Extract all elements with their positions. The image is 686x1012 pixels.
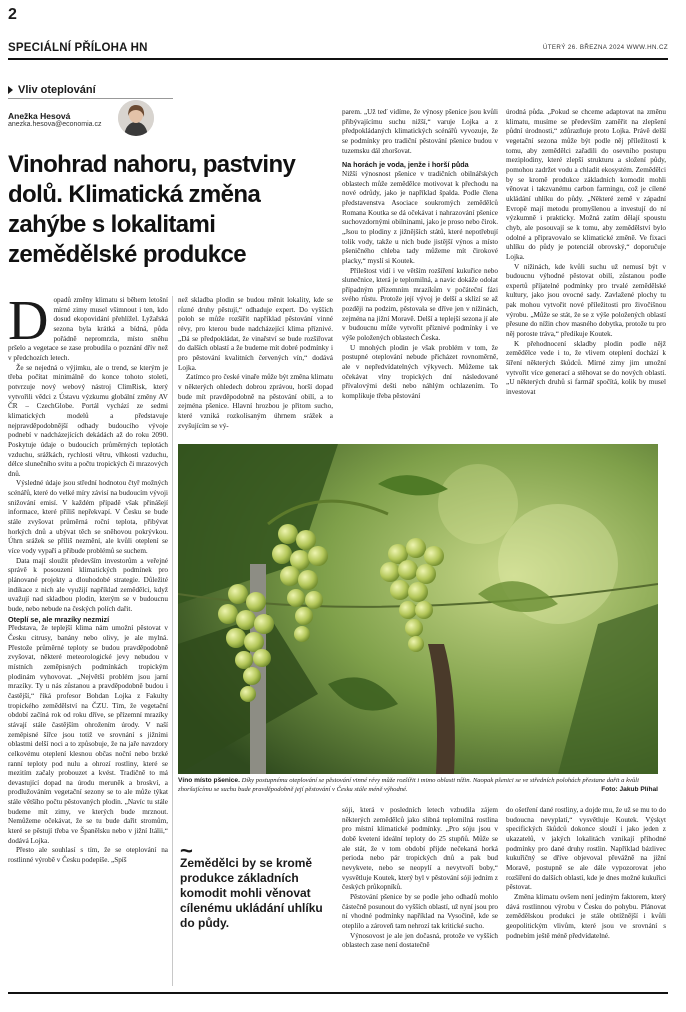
- rubric: [8, 84, 96, 96]
- caption-label: Víno místo pšenice.: [178, 777, 240, 784]
- section-title: SPECIÁLNÍ PŘÍLOHA HN: [8, 42, 148, 54]
- paragraph: Přesto ale souhlasí s tím, že se oteplování na rostlinné výrobě v Česku podepíše. „Spíš: [8, 846, 168, 865]
- drop-cap: D: [8, 296, 49, 352]
- paragraph: Výnosovost je ale jen dočasná, protože ve vyšších oblastech zase není dostatečně: [342, 931, 498, 950]
- paragraph: úrodná půda. „Pokud se chceme adaptovat na změnu klimatu, musíme se především zaměřit na zlepšení půdní úrodnosti,“ zdůrazňuje proto Lojka. Právě delší vegetační sezona může být podle něj příležitostí k tomu, aby zemědělci zařadili do osevního postupu meziplodiny, které zlepší strukturu a složení půdy, pomohou zadržet vodu a chladit ekosystém. Zemědělci by se kromě produkce základních komodit mohli věnovat i takzvanému carbon farmingu, což je cílené ukládání uhlíku do půdy. „Některé země v západní Evropě mají metodu promyšlenou a investují do ní výzkumně i prakticky. Možná zatím dělají spoustu chyb, ale posouvají se k tomu, aby zemědělství bylo odolné a připravovalo se klimatické změně. Ve fixaci uhlíku do půdy je potenciál obrovský,“ doporučuje Lojka.: [506, 108, 666, 261]
- paragraph: U mnohých plodin je však problém v tom, že postupné oteplování nebude přicházet rovnoměrně, ale v nepředvídatelných výkyvech. Můžeme tak očekávat vlny tropických dní následované přívalovými dešti nebo náhlým ochlazením. To komplikuje třeba pěstování: [342, 343, 498, 401]
- article-column-6: [506, 806, 666, 986]
- article-column-4: [506, 108, 666, 438]
- quote-tilde-icon: ~: [180, 838, 193, 863]
- paragraph: Změna klimatu ovšem není jediným faktorem, který dává rostlinnou výrobu v Česku do pohybu. Plánovat zemědělskou produkci je stále obtížnější i kvůli geopolitickým vlivům, které jsou ve srovnání s podnebím ještě méně předvídatelné.: [506, 892, 666, 940]
- article-column-5: [342, 806, 498, 986]
- caption-text: Díky postupnému oteplování se pěstování vinné révy může rozšířit i mimo oblasti nížin. Naopak pšenici se ve středních polohách přestane dařit a kvůli zhoršujícímu se suchu bude pravděpodobně její pěstování v Česku stále méně výhodné.: [178, 777, 639, 793]
- rubric-rule: [8, 98, 173, 99]
- article-column-1: [8, 296, 168, 990]
- article-column-3: [342, 108, 498, 438]
- paragraph: Zatímco pro české vinaře může být změna klimatu v některých ohledech dobrou zprávou, horší dopad bude mít pravděpodobně na pěstování obilí, a to zejména pšenice. Hlavní hrozbou je přitom sucho, které vzniká rozkolísaným úhrnem srážek a zvyšujícím se vý-: [178, 373, 333, 430]
- date-and-website: ÚTERÝ 26. BŘEZNA 2024 WWW.HN.CZ: [542, 44, 668, 51]
- vineyard-photo: [178, 444, 658, 774]
- photo-caption: [178, 777, 658, 794]
- paragraph: do ošetření dané rostliny, a dojde mu, že už se mu to do budoucna nevyplatí,“ vysvětluje Koutek. Výskyt specifických škůdců dokonce slouží i jako jeden z ukazatelů, v jakých lokalitách vznikají příhodné podmínky pro dané druhy rostlin. Například bázlivec kukuřičný se dříve objevoval převážně na jižní Moravě, postupně se ale dále vypozorovat jeho rozšíření do dalších oblastí, kde je dnes možné kukuřici pěstovat.: [506, 806, 666, 892]
- paragraph: než skladba plodin se budou měnit lokality, kde se různé druhy pěstují,“ odhaduje expert. Do vyšších poloh se může rozšířit například pěstování vinné révy, pro kterou bude nadcházející klima příznivé. „Dá se předpokládat, že vinařství se bude rozšiřovat do dalších oblastí a že budeme mít dobré podmínky i pro pěstování kvalitních červených vín,“ dodává Lojka.: [178, 296, 333, 372]
- pull-quote: Zemědělci by se kromě produkce základních komodit mohli věnovat cílenému ukládání uhlíku do půdy.: [180, 856, 323, 930]
- paragraph: V nížinách, kde kvůli suchu už nemusí být v budoucnu výhodné pěstovat obilí, zůstanou podle expertů příjatelné podmínky pro trvalé zemědělské kultury, jako jsou ovocné sady. Zavlažené plochy tu pak mohou vytvořit nové příležitosti pro živočišnou výrobu. „Může se stát, že se z výše položených oblastí přesune do nížin chov masného dobytka, protože tu pro něj poroste tráva,“ předikuje Koutek.: [506, 262, 666, 339]
- header-rule: [8, 58, 668, 60]
- footer-rule: [8, 992, 668, 994]
- paragraph: K přehodnocení skladby plodin podle nějž zemědělce vede i to, že vlivem oteplení dochází k šíření některých škůdců. Mírné zimy jim umožní vytvořit více generací a stěhovat se do nových oblastí. „U některých druhů si farmář spočítá, kolik by musel investovat: [506, 339, 666, 397]
- rubric-label: Vliv oteplování: [18, 84, 96, 96]
- column-divider: [172, 296, 173, 986]
- paragraph: Výsledné údaje jsou střední hodnotou čtyř možných scénářů, které do velké míry závisí na budoucím vývoji snižování emisí. V každém případě však přinášejí informace, které příliš nepřekvapí. V Česku se bude stále zvyšovat průměrná roční teplota, přibývat horkých dnů a ubývat těch se sněhovou pokrývkou. Úhrn srážek se příliš nezmění, ale kvůli oteplení se více vody vypaří a přibude problémů se suchem.: [8, 479, 168, 556]
- photo-credit: Foto: Jakub Plíhal: [601, 785, 658, 793]
- paragraph: Data mají sloužit především investorům a veřejné správě k posouzení klimatických podmínek pro plánované projekty a dlouhodobé strategie. Důležité indikace z nich ale využijí například zemědělci, když uvažují nad skladbou plodin, kterým se v budoucnu bude, nebo nebude na českých polích dařit.: [8, 556, 168, 613]
- author-name: Anežka Hesová: [8, 111, 71, 121]
- headline: Vinohrad nahoru, pastviny dolů. Klimatická změna zahýbe s lokalitami zemědělské produkce: [8, 151, 296, 268]
- subheading: Na horách je voda, jenže i horší půda: [342, 160, 469, 170]
- paragraph: Pěstování pšenice by se podle jeho odhadů mohlo částečně posunout do vyšších oblastí, už nyní jsou pro ní vhodné podmínky například na Vysočině, kde se oteplilo a zároveň tam nehrozí tak kritické sucho.: [342, 892, 498, 930]
- arrow-right-icon: [8, 86, 13, 94]
- page-number: 2: [8, 6, 17, 23]
- author-avatar: [118, 100, 154, 136]
- subheading: Oteplí se, ale mrazíky nezmizí: [8, 614, 110, 624]
- author-email[interactable]: anezka.hesova@economia.cz: [8, 121, 102, 128]
- paragraph: Že se nejedná o výjimku, ale o trend, se kterým je třeba počítat minimálně do konce tohoto století, potvrzuje nový webový nástroj ClimRisk, který vytvořili vědci z Ústavu výzkumu globální změny AV ČR – CzechGlobe. Portál vychází ze sedmi klimatických modelů a představuje nejpravděpodobnější odhady budoucího vývoje podnebí v nadcházejících dekádách až do roku 2090. Poskytuje údaje o budoucích průměrných teplotách vzduchu, srážkách, rychlosti větru, vlhkosti vzduchu, délce slunečního svitu a počtu tropických či mrazových dnů.: [8, 363, 168, 478]
- paragraph: sóji, která v posledních letech vzbudila zájem některých zemědělců jako slibná teplomilná rostlina pro místní klimatické podmínky. „Pro sóju jsou v době kvetení ideální teploty do 25 stupňů. Může se ale stát, že v tom období přijde nečekaná horká perioda nebo pár tropických dnů a pak bud nevykvete, nebo se neopylí a nevytvoří boby,“ vysvětluje Koutek, který byl v pěstování sóji jedním z českých průkopníků.: [342, 806, 498, 892]
- paragraph: Přileštost vidí i ve větším rozšíření kukuřice nebo slunečnice, která je teplomilná, a navíc dokáže odolat případným přízemním mrazíkům v počáteční fázi svého růstu. Protože její vývoj je delší a sklízí se až později na podzim, pěstovala se dříve jen v nížinách, zejména na jižní Moravě. Delší a teplejší sezona jí ale v budoucnu může vytvořit příznivé podmínky i ve výše položených oblastech Česka.: [342, 266, 498, 343]
- lead-paragraph: Dopadů změny klimatu si během letošní mírné zimy musel všimnout i ten, kdo dosud ekopovidání přehlížel. Lyžařská sezona byla krátká a bídná, půda pořádně nepromrzla, místo sněhu pršelo a vegetace se zase probudila o poznání dřív než v předchozích letech.: [8, 296, 168, 362]
- paragraph: parem. „Už teď vidíme, že výnosy pšenice jsou kvůli přibývajícímu suchu nižší,“ varuje Lojka a z předpokládaných klimatických scénářů vyvozuje, že se podmínky pro tradiční pěstování pšenice budou v tuzemsku dál zhoršovat.: [342, 108, 498, 155]
- paragraph: Představa, že teplejší klima nám umožní pěstovat v Česku citrusy, banány nebo olivy, je ale mylná. Přestože průměrné teploty se budou pravděpodobně zvyšovat, některé meteorologické jevy nebudou v místních zeměpisných podmínkách tropickým plodinám vyhovovat. „Největší problém jsou jarní mrazíky. Ty u nás zůstanou a pravděpodobně budou i častější,“ říká profesor Bohdan Lojka z Fakulty tropického zemědělství na ČZU. Tím, že vegetační období začíná rok od roku dříve, se přízemní mrazíky stávají stále častějším ohrožením úrody. V naší zeměpisné šířce jsou totiž ve srovnání s jižními oblastmi delší noci a to způsobuje, že na jaře navzdory celkovému oteplení klesnou občas noční nebo brzké ranní teploty pod nulu a ohrozí rostliny, které se mezitím začaly probouzet a kvést. Tradičně to má devastující dopad na úrodu meruněk a broskví, a prodlužováním vegetační sezony se to ale může týkat stále většího počtu pěstovaných plodin. „Navíc tu stále budeme mít zimy, ve kterých bude mrznout. Nemůžeme očekávat, že se tu bude dařit stromům, které se pěstují třeba ve Španělsku nebo v jižní Itálii,“ dodává Lojka.: [8, 624, 168, 845]
- paragraph: Nižší výnosnost pšenice v tradičních obilnářských oblastech může zemědělce motivovat k přechodu na nové odrůdy, jako je například špalda. Podle člena představenstva Asociace soukromých zemědělců Romana Koutka se dá očekávat i nahrazování pšenice suchovzdornými obilninami, jako je proso nebo čirok. „Jsou to plodiny z jižnějších států, které nepotřebují tolik vody, takže u nich bude jistější výnos a místo pšeničného chleba tady můžeme mít čirokové placky,“ myslí si Koutek.: [342, 169, 498, 265]
- article-column-2: [178, 296, 333, 438]
